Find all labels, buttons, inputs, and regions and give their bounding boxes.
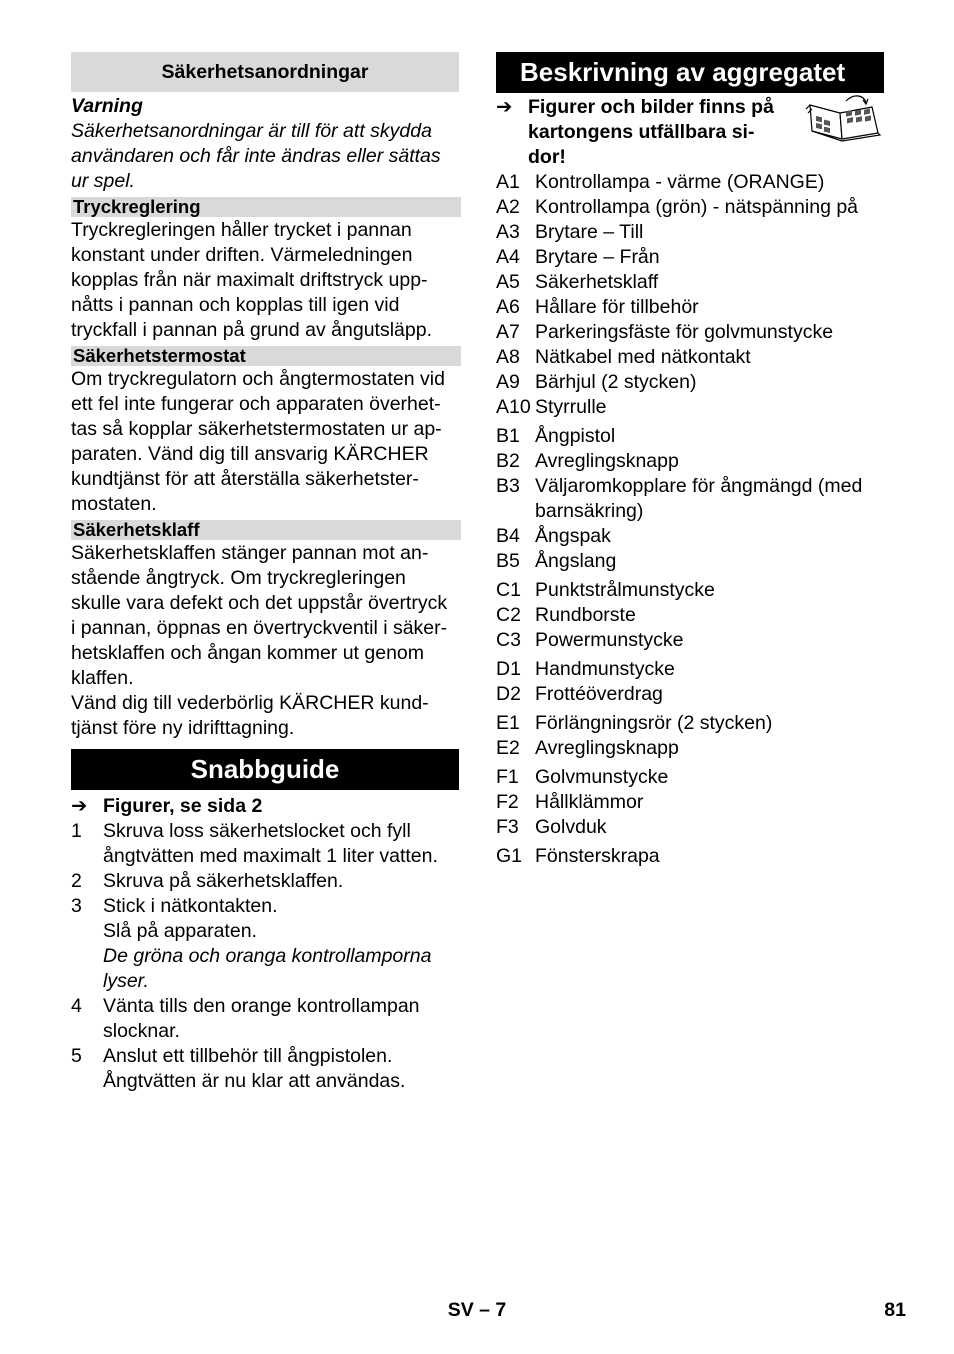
- arrow-right-icon: ➔: [71, 795, 88, 817]
- legend-item: [496, 815, 884, 840]
- legend-label: Förlängningsrör (2 stycken): [535, 712, 773, 734]
- legend-code: F2: [496, 791, 519, 813]
- legend-item: [496, 245, 884, 270]
- text-line: kartongens utfällbara si-: [528, 121, 755, 143]
- figure-note-text: [528, 95, 786, 170]
- text-line: slocknar.: [103, 1020, 180, 1042]
- legend-item: [496, 474, 884, 524]
- text-line: Slå på apparaten.: [103, 920, 257, 942]
- text-line: ångtvätten med maximalt 1 liter vatten.: [103, 845, 438, 867]
- legend-label: Brytare – Från: [535, 246, 660, 268]
- step-item: [71, 894, 459, 994]
- legend-code: A5: [496, 271, 520, 293]
- legend-item: [496, 449, 884, 474]
- legend-code: C1: [496, 579, 521, 601]
- valve-text-service: [71, 691, 459, 741]
- legend-label: Powermunstycke: [535, 629, 684, 651]
- text-line: Vänd dig till vederbörlig KÄRCHER kund-: [71, 692, 429, 714]
- legend-item: [496, 682, 884, 707]
- step-item: [71, 994, 459, 1044]
- step-number: 2: [71, 870, 82, 892]
- text-line: kopplas från när maximalt driftstryck upp-: [71, 269, 428, 291]
- text-line: kundtjänst för att återställa säkerhetster-: [71, 468, 419, 490]
- footer-page-number: 81: [884, 1299, 906, 1321]
- legend-label: Fönsterskrapa: [535, 845, 660, 867]
- legend-label: Ångpistol: [535, 425, 616, 447]
- legend-label: Avreglingsknapp: [535, 737, 679, 759]
- step-text: [103, 869, 459, 894]
- legend-item: [496, 790, 884, 815]
- legend-label: Rundborste: [535, 604, 636, 626]
- legend-label: Bärhjul (2 stycken): [535, 371, 697, 393]
- legend-label: Golvmunstycke: [535, 766, 669, 788]
- text-line: nåtts i pannan och kopplas till igen vid: [71, 294, 400, 316]
- text-line: ur spel.: [71, 170, 135, 192]
- legend-code: B2: [496, 450, 520, 472]
- text-line: Stick i nätkontakten.: [103, 895, 278, 917]
- legend-item: [496, 370, 884, 395]
- text-line: tas så kopplar säkerhetstermostaten ur ap-: [71, 418, 442, 440]
- legend-code: E1: [496, 712, 520, 734]
- text-line: tryckfall i pannan på grund av ångutsläpp.: [71, 319, 432, 341]
- legend-code: G1: [496, 845, 523, 867]
- text-line: mostaten.: [71, 493, 157, 515]
- text-line: tjänst före ny idrifttagning.: [71, 717, 295, 739]
- warning-label: Varning: [71, 95, 143, 117]
- step-number: 4: [71, 995, 82, 1017]
- legend-label: Hållklämmor: [535, 791, 644, 813]
- step-text: [103, 894, 459, 994]
- legend-item: [496, 657, 884, 682]
- legend-label: Ångslang: [535, 550, 617, 572]
- text-line: Säkerhetsklaffen stänger pannan mot an-: [71, 542, 429, 564]
- step-result-line: lyser.: [103, 970, 149, 992]
- figure-reference: [71, 794, 459, 819]
- step-result-line: De gröna och oranga kontrollamporna: [103, 945, 432, 967]
- legend-item: [496, 549, 884, 574]
- section-title-description: Beskrivning av aggregatet: [496, 52, 884, 93]
- legend-item: [496, 345, 884, 370]
- legend-item: [496, 711, 884, 736]
- legend-label: Punktstrålmunstycke: [535, 579, 715, 601]
- text-line: ett fel inte fungerar och apparaten överhet-: [71, 393, 441, 415]
- step-number: 1: [71, 820, 82, 842]
- legend-code: B1: [496, 425, 520, 447]
- text-line: Säkerhetsanordningar är till för att skydda: [71, 120, 432, 142]
- legend-code: D2: [496, 683, 521, 705]
- legend-item: [496, 295, 884, 320]
- legend-label: Kontrollampa - värme (ORANGE): [535, 171, 825, 193]
- legend-item: [496, 395, 884, 420]
- legend-item: [496, 524, 884, 549]
- text-line: klaffen.: [71, 667, 134, 689]
- step-text: [103, 819, 459, 869]
- valve-text: [71, 541, 459, 691]
- legend-code: D1: [496, 658, 521, 680]
- text-line: Vänta tills den orange kontrollampan: [103, 995, 420, 1017]
- text-line: Skruva på säkerhetsklaffen.: [103, 870, 344, 892]
- text-line: stående ångtryck. Om tryckregleringen: [71, 567, 406, 589]
- legend-item: [496, 736, 884, 761]
- legend-code: A6: [496, 296, 520, 318]
- footer-section-label: SV – 7: [447, 1299, 507, 1321]
- legend-item: [496, 844, 884, 869]
- legend-label: Kontrollampa (grön) - nätspänning på: [535, 196, 859, 218]
- legend-label: Frottéöverdrag: [535, 683, 663, 705]
- text-line: i pannan, öppnas en övertryckventil i säker-: [71, 617, 448, 639]
- text-line: konstant under driften. Värmeledningen: [71, 244, 413, 266]
- text-line: användaren och får inte ändras eller sättas: [71, 145, 441, 167]
- legend-item: [496, 424, 884, 449]
- pressure-text: [71, 218, 459, 343]
- thermostat-text: [71, 367, 459, 517]
- step-item: [71, 1044, 459, 1094]
- figure-reference-text: Figurer, se sida 2: [103, 795, 263, 817]
- legend-item: [496, 320, 884, 345]
- legend-label: Styrrulle: [535, 396, 607, 418]
- legend-label: Väljaromkopplare för ångmängd (med barnsäkring): [535, 475, 863, 522]
- right-column: [496, 52, 884, 869]
- legend-code: A3: [496, 221, 520, 243]
- legend-label: Hållare för tillbehör: [535, 296, 699, 318]
- warning-text: [71, 119, 459, 194]
- legend-code: B5: [496, 550, 520, 572]
- text-line: paraten. Vänd dig till ansvarig KÄRCHER: [71, 443, 429, 465]
- figure-note: [496, 95, 884, 170]
- text-line: hetsklaffen och ångan kommer ut genom: [71, 642, 425, 664]
- legend-code: E2: [496, 737, 520, 759]
- step-item: [71, 819, 459, 869]
- text-line: dor!: [528, 146, 566, 168]
- legend-label: Avreglingsknapp: [535, 450, 679, 472]
- legend-code: A2: [496, 196, 520, 218]
- open-booklet-icon: [802, 91, 884, 170]
- legend-label: Säkerhetsklaff: [535, 271, 659, 293]
- legend-item: [496, 195, 884, 220]
- step-text: [103, 994, 459, 1044]
- section-title-safety: Säkerhetsanordningar: [71, 52, 459, 92]
- component-legend: [496, 170, 884, 869]
- subsection-title-thermostat: Säkerhetstermostat: [71, 346, 461, 366]
- legend-label: Golvduk: [535, 816, 607, 838]
- step-item: [71, 869, 459, 894]
- legend-code: A4: [496, 246, 520, 268]
- step-number: 3: [71, 895, 82, 917]
- legend-item: [496, 170, 884, 195]
- step-text: [103, 1044, 459, 1094]
- legend-label: Parkeringsfäste för golvmunstycke: [535, 321, 834, 343]
- legend-item: [496, 765, 884, 790]
- legend-label: Handmunstycke: [535, 658, 675, 680]
- legend-item: [496, 603, 884, 628]
- legend-item: [496, 578, 884, 603]
- legend-code: C3: [496, 629, 521, 651]
- legend-code: B3: [496, 475, 520, 497]
- legend-code: A7: [496, 321, 520, 343]
- legend-code: A9: [496, 371, 520, 393]
- legend-item: [496, 220, 884, 245]
- legend-code: F3: [496, 816, 519, 838]
- subsection-title-valve: Säkerhetsklaff: [71, 520, 461, 540]
- legend-label: Nätkabel med nätkontakt: [535, 346, 751, 368]
- text-line: Skruva loss säkerhetslocket och fyll: [103, 820, 411, 842]
- legend-code: B4: [496, 525, 520, 547]
- arrow-right-icon: ➔: [496, 96, 513, 118]
- text-line: Om tryckregulatorn och ångtermostaten vid: [71, 368, 445, 390]
- text-line: skulle vara defekt och det uppstår övertryck: [71, 592, 448, 614]
- text-line: Figurer och bilder finns på: [528, 96, 774, 118]
- text-line: Ångtvätten är nu klar att användas.: [103, 1070, 406, 1092]
- legend-code: A10: [496, 396, 531, 418]
- quickguide-steps: [71, 819, 459, 1094]
- left-column: [71, 52, 459, 1094]
- legend-item: [496, 628, 884, 653]
- legend-code: A1: [496, 171, 520, 193]
- legend-code: A8: [496, 346, 520, 368]
- text-line: Tryckregleringen håller trycket i pannan: [71, 219, 412, 241]
- text-line: Anslut ett tillbehör till ångpistolen.: [103, 1045, 393, 1067]
- section-title-quickguide: Snabbguide: [71, 749, 459, 790]
- step-number: 5: [71, 1045, 82, 1067]
- legend-code: F1: [496, 766, 519, 788]
- legend-label: Brytare – Till: [535, 221, 644, 243]
- subsection-title-pressure: Tryckreglering: [71, 197, 461, 217]
- legend-label: Ångspak: [535, 525, 611, 547]
- legend-code: C2: [496, 604, 521, 626]
- legend-item: [496, 270, 884, 295]
